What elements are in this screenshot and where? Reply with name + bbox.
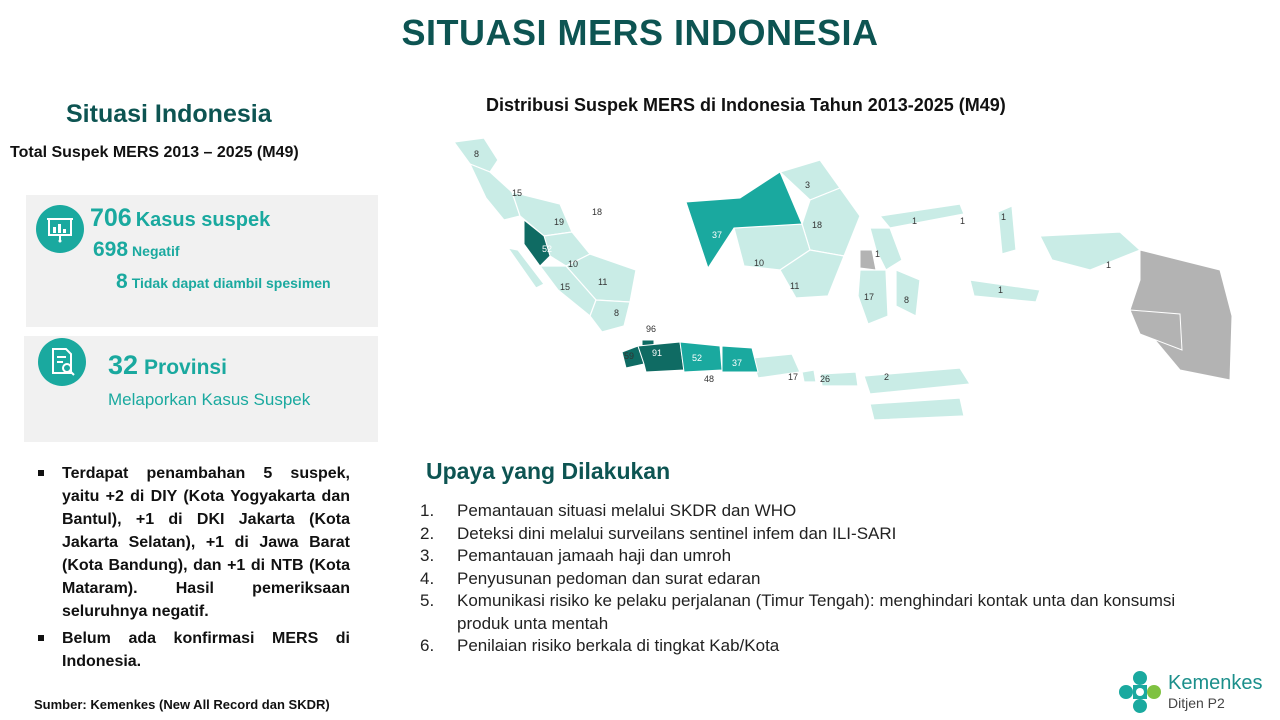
map-label: 8 (474, 149, 480, 159)
effort-item: 1. Pemantauan situasi melalui SKDR dan WHO (420, 501, 797, 520)
map-region-sulut (880, 204, 964, 228)
map-label: 52 (542, 244, 553, 254)
logo-subtitle: Ditjen P2 (1168, 695, 1225, 711)
map-region-papua-barat (1040, 232, 1140, 270)
efforts-list (420, 500, 1180, 658)
map-region-sulbar (860, 250, 876, 270)
presentation-chart-icon (36, 205, 84, 253)
map-region-riau (512, 192, 572, 236)
logo-title: Kemenkes (1168, 672, 1263, 694)
province-total: 32 (108, 350, 139, 380)
no-specimen-label: Tidak dapat diambil spesimen (131, 275, 331, 291)
map-label: 2 (884, 372, 890, 382)
negative-label: Negatif (132, 243, 180, 259)
map-label: 3 (805, 180, 811, 190)
map-label: 37 (712, 230, 723, 240)
map-region-maluku (970, 280, 1040, 302)
page-title: SITUASI MERS INDONESIA (401, 12, 879, 53)
map-title: Distribusi Suspek MERS di Indonesia Tahun 2013-2025 (M49) (486, 95, 1006, 115)
map-label: 18 (592, 207, 603, 217)
effort-item: 6. Penilaian risiko berkala di tingkat Kab/Kota (420, 636, 780, 655)
situation-bullets (36, 462, 350, 677)
bullet-item: Belum ada konfirmasi MERS di Indonesia. (36, 627, 350, 673)
map-label: 96 (646, 324, 657, 334)
map-label: 8 (614, 308, 620, 318)
situation-heading: Situasi Indonesia (66, 100, 272, 128)
map-label: 8 (904, 295, 910, 305)
map-label: 17 (864, 292, 875, 302)
map-label: 1 (998, 285, 1004, 295)
effort-item: 4. Penyusunan pedoman dan surat edaran (420, 568, 761, 588)
map-label: 59 (624, 351, 635, 361)
no-specimen-total: 8 (116, 270, 128, 293)
source-note: Sumber: Kemenkes (New All Record dan SKDR) (34, 697, 330, 712)
map-region-ntt-south (870, 398, 964, 420)
map-label: 52 (692, 353, 703, 363)
map-label: 15 (560, 282, 571, 292)
map-label: 19 (554, 217, 565, 227)
map-label: 1 (1106, 260, 1112, 270)
bullet-item: Terdapat penambahan 5 suspek, yaitu +2 di DIY (Kota Yogyakarta dan Bantul), +1 di DKI Jakarta (Kota Jakarta Selatan), +1 di Jawa Barat (Kota Bandung), dan +1 di NTB (Kota Mataram). Hasil pemeriksaan seluruhnya negatif. (36, 462, 350, 623)
indonesia-map (440, 120, 1240, 430)
map-label: 1 (875, 249, 881, 259)
no-specimen-stat (116, 270, 331, 294)
negative-total: 698 (93, 238, 129, 261)
province-stat (108, 350, 227, 381)
map-label: 37 (732, 358, 743, 368)
map-label: 11 (790, 281, 800, 291)
efforts-heading: Upaya yang Dilakukan (426, 458, 671, 484)
map-label: 17 (788, 372, 799, 382)
map-region-ntt (864, 368, 970, 394)
suspect-stat (90, 204, 270, 233)
map-region-papua-selatan (1130, 310, 1182, 350)
document-search-icon (38, 338, 86, 386)
map-label: 91 (652, 348, 663, 358)
effort-item: 2. Deteksi dini melalui surveilans sentinel infem dan ILI-SARI (420, 523, 897, 543)
map-label: 11 (598, 277, 608, 287)
map-label: 26 (820, 374, 831, 384)
situation-subheading: Total Suspek MERS 2013 – 2025 (M49) (10, 144, 299, 161)
province-subtext: Melaporkan Kasus Suspek (108, 390, 311, 409)
map-label: 1 (960, 216, 966, 226)
map-label: 1 (912, 216, 918, 226)
map-label: 10 (568, 259, 579, 269)
negative-stat (93, 238, 180, 262)
province-label: Provinsi (144, 356, 227, 379)
map-label: 10 (754, 258, 765, 268)
map-region-sultra (896, 270, 920, 316)
map-region-bali (802, 370, 816, 382)
map-label: 18 (812, 220, 823, 230)
effort-item: 5. Komunikasi risiko ke pelaku perjalanan (Timur Tengah): menghindari kontak unta dan konsumsi produk unta mentah (420, 591, 1176, 633)
suspect-total: 706 (90, 204, 132, 232)
map-region-lampung (590, 300, 630, 332)
map-label: 48 (704, 374, 715, 384)
suspect-label: Kasus suspek (135, 209, 271, 231)
map-label: 1 (1001, 212, 1007, 222)
map-label: 15 (512, 188, 523, 198)
effort-item: 3. Pemantauan jamaah haji dan umroh (420, 546, 732, 565)
